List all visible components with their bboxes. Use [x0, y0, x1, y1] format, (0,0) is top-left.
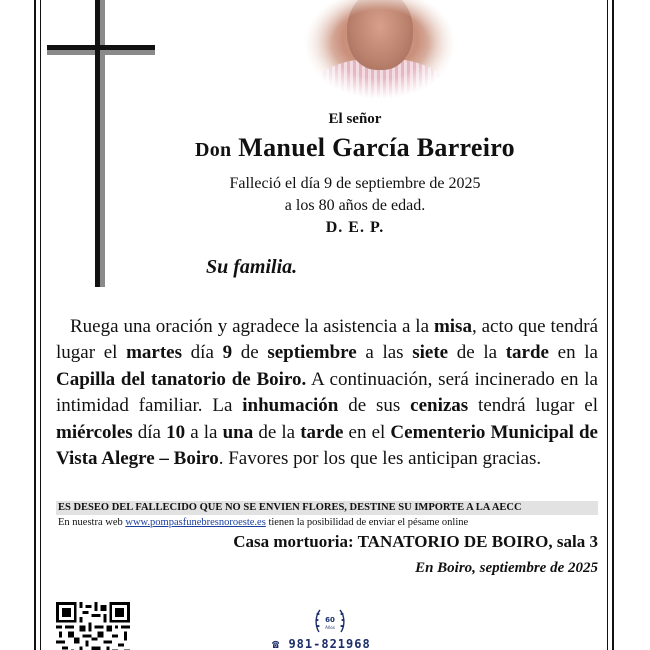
funeral-home-line: Casa mortuoria: TANATORIO DE BOIRO, sala 3 [233, 532, 598, 551]
family-signature: Su familia. [206, 256, 298, 278]
svg-text:60: 60 [325, 616, 335, 624]
sixty-years-logo-icon [313, 606, 347, 636]
condolence-web-line: En nuestra web www.pompasfunebresnoroeste.es tienen la posibilidad de enviar el pésame online [58, 517, 469, 528]
no-flowers-notice: ES DESEO DEL FALLECIDO QUE NO SE ENVIEN FLORES, DESTINE SU IMPORTE A LA AECC [56, 501, 598, 515]
dep-label: D. E. P. [325, 219, 385, 236]
place-date-line: En Boiro, septiembre de 2025 [415, 560, 598, 576]
phone-number[interactable]: ☎ 981-821968 [272, 637, 371, 650]
phone-icon: ☎ [272, 637, 289, 650]
title-label: El señor [328, 111, 382, 127]
deceased-name [120, 133, 590, 163]
death-info [120, 173, 590, 217]
qr-code-icon [56, 602, 130, 650]
name-text: Manuel García Barreiro [238, 133, 515, 162]
website-link[interactable]: www.pompasfunebresnoroeste.es [125, 517, 266, 528]
name-prefix: Don [195, 139, 232, 161]
deceased-photo [305, 0, 455, 98]
svg-text:Años: Años [325, 625, 335, 630]
age-line: a los 80 años de edad. [284, 197, 426, 214]
death-date-line: Falleció el día 9 de septiembre de 2025 [229, 175, 481, 192]
service-paragraph: Ruega una oración y agradece la asistencia a la misa, acto que tendrá lugar el martes día 9 de septiembre a las siete de la tarde en la Capilla del tanatorio de Boiro. A continuación, será incinerado en la intimidad familiar. La inhumación de sus cenizas tendrá lugar el miércoles día 10 a la una de la tarde en el Cementerio Municipal de Vista Alegre – Boiro. Favores por los que les anticipan gracias. [56, 316, 598, 470]
